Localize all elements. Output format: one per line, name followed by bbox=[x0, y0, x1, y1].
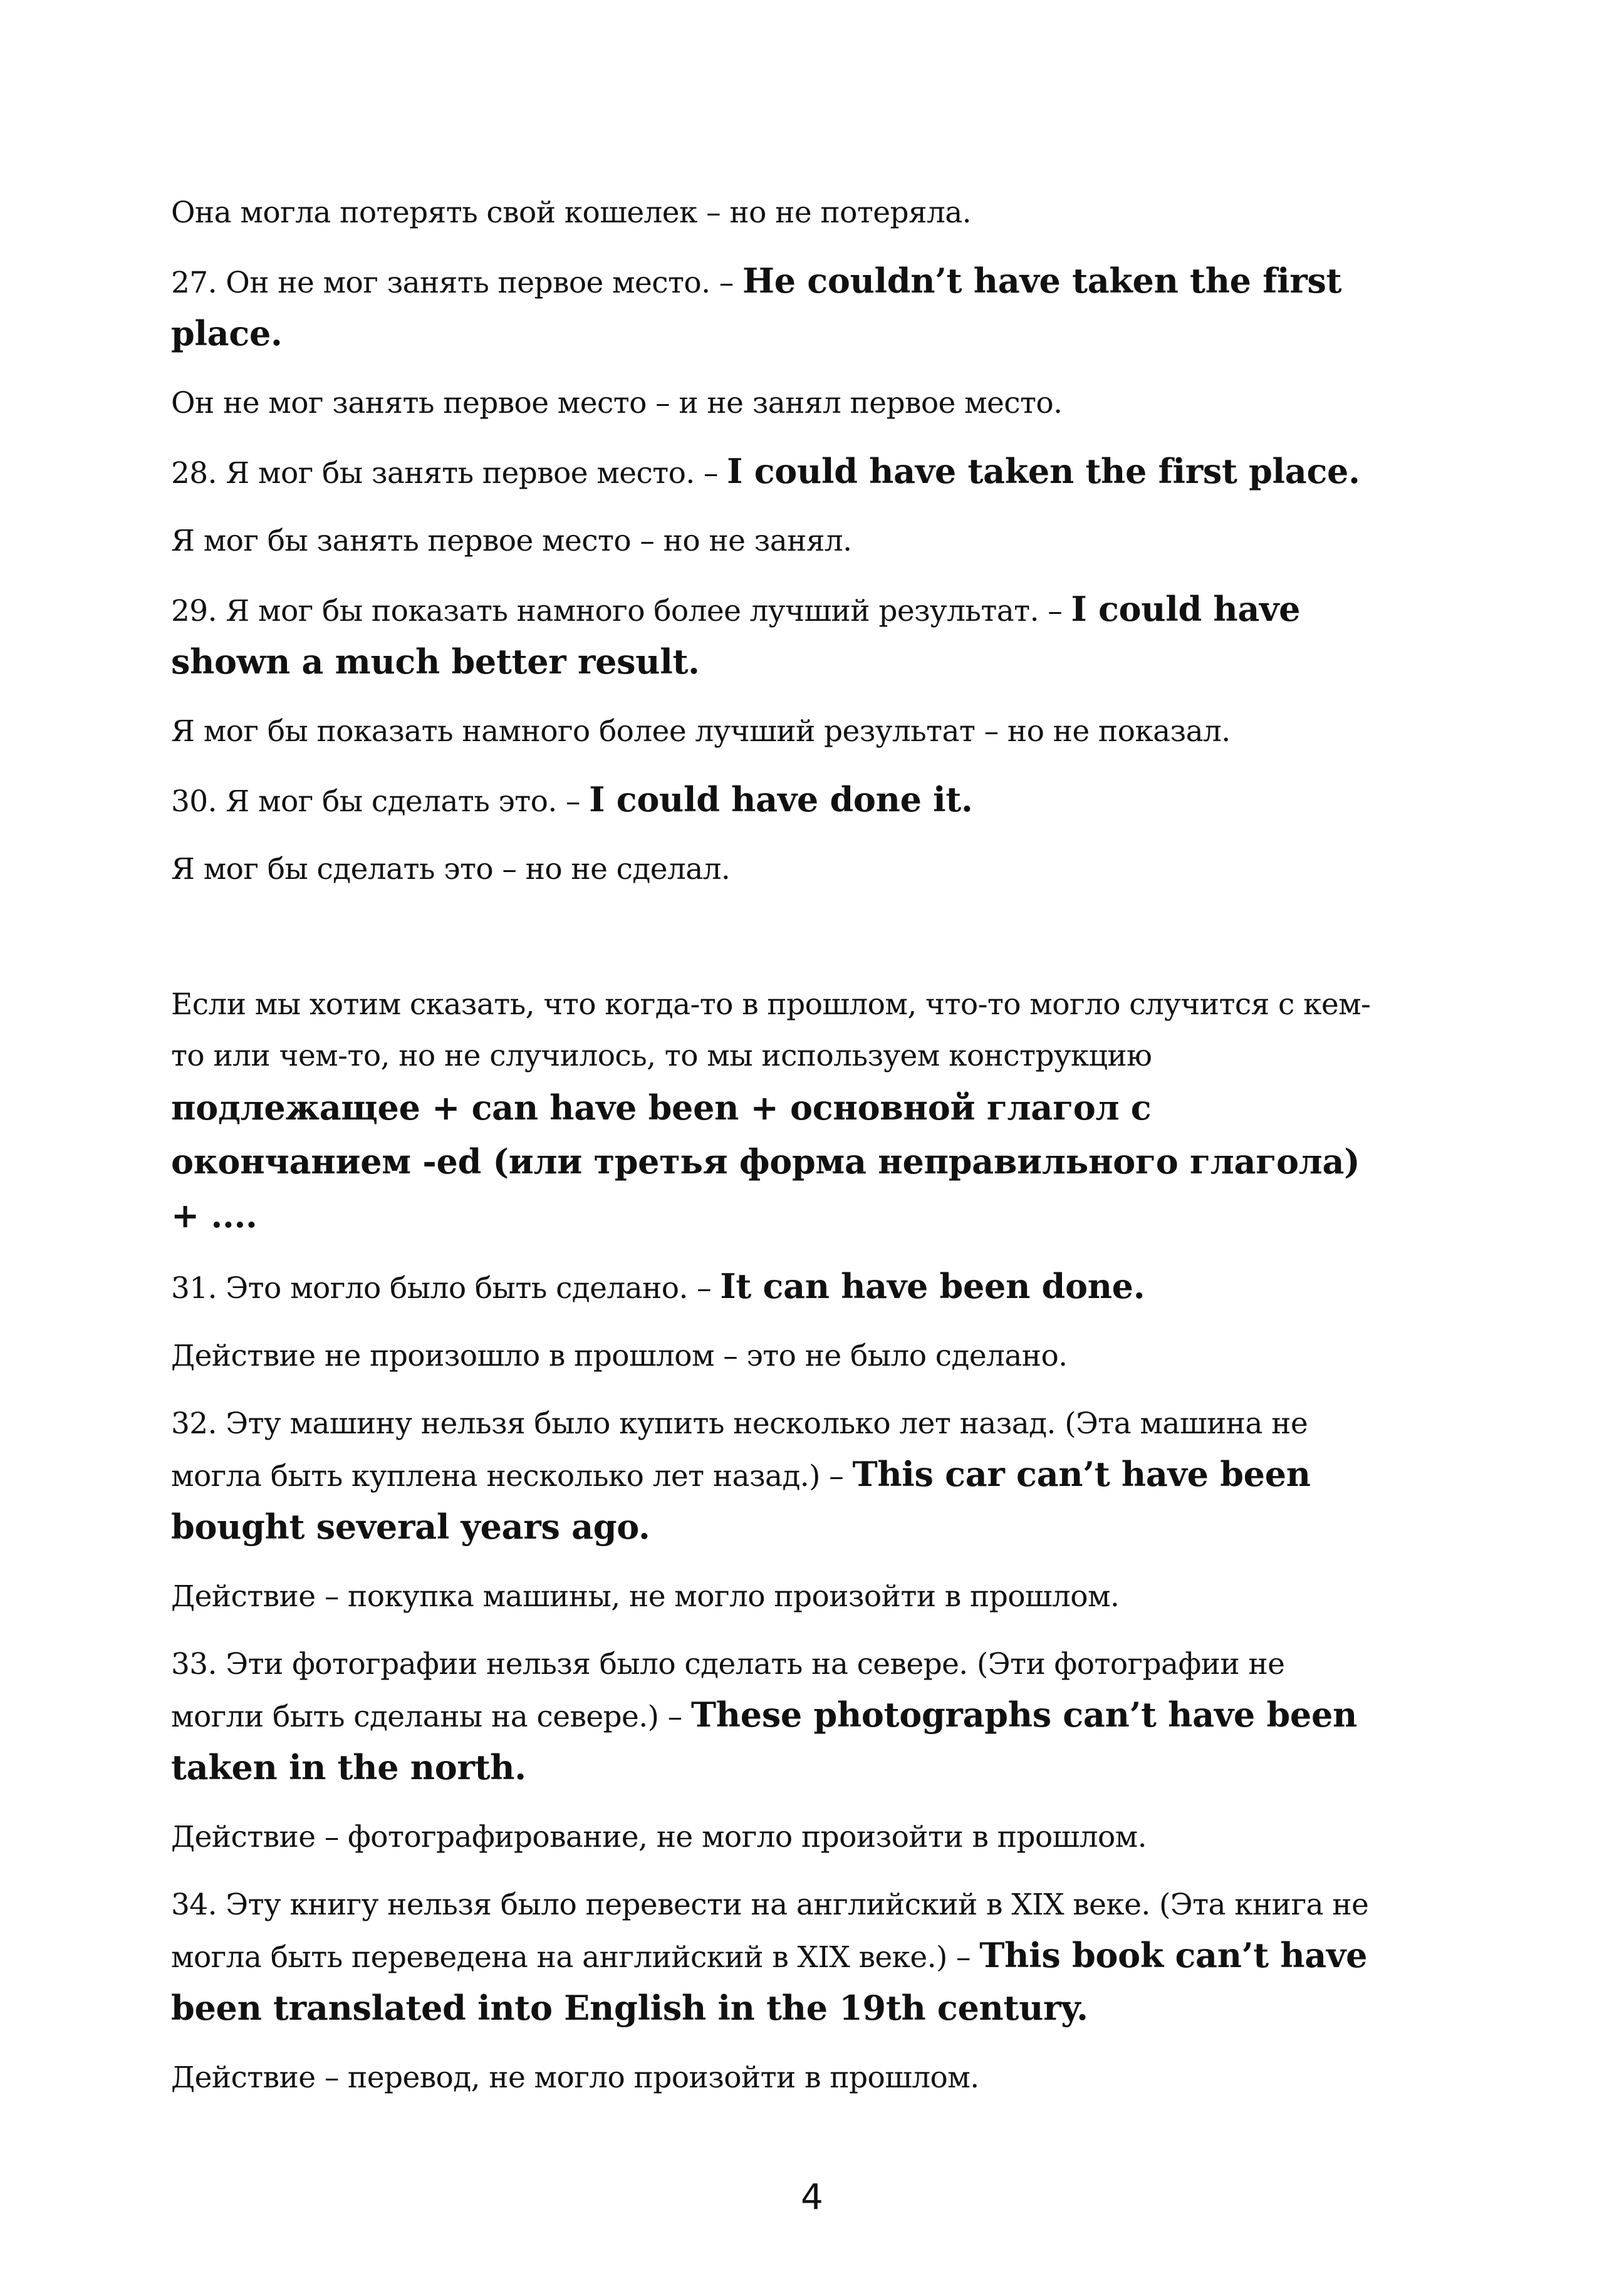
russian-sentence: 27. Он не мог занять первое место. – bbox=[171, 266, 742, 300]
page-body bbox=[171, 188, 1380, 2103]
example-29-note bbox=[171, 707, 1380, 757]
english-translation: He couldn’t have taken the first place. bbox=[171, 261, 1342, 353]
example-32 bbox=[171, 1399, 1380, 1554]
rule-block bbox=[171, 979, 1380, 1244]
note-text: Действие не произошло в прошлом – это не было сделано. bbox=[171, 1339, 1068, 1373]
note-text: Действие – фотографирование, не могло произойти в прошлом. bbox=[171, 1820, 1147, 1854]
example-34 bbox=[171, 1880, 1380, 2035]
rule-formula: подлежащее + can have been + основной глагол с окончанием -ed (или третья форма неправильного глагола) + .... bbox=[171, 1088, 1360, 1235]
russian-sentence: 30. Я мог бы сделать это. – bbox=[171, 784, 590, 819]
example-33-note bbox=[171, 1812, 1380, 1862]
example-33 bbox=[171, 1639, 1380, 1795]
russian-sentence: 32. Эту машину нельзя было купить несколько лет назад. (Эта машина не могла быть куплена несколько лет назад.) – bbox=[171, 1406, 1308, 1493]
example-32-note bbox=[171, 1572, 1380, 1622]
example-28 bbox=[171, 446, 1380, 499]
english-translation: I could have shown a much better result. bbox=[171, 589, 1301, 682]
example-34-note bbox=[171, 2053, 1380, 2103]
english-translation: This book can’t have been translated into English in the 19th century. bbox=[171, 1935, 1368, 2028]
russian-sentence: 33. Эти фотографии нельзя было сделать на севере. (Эти фотографии не могли быть сделаны на севере.) – bbox=[171, 1647, 1285, 1734]
example-31 bbox=[171, 1261, 1380, 1314]
english-translation: I could have taken the first place. bbox=[727, 451, 1360, 491]
example-31-note bbox=[171, 1331, 1380, 1381]
english-translation: It can have been done. bbox=[720, 1266, 1145, 1306]
note-text: Я мог бы занять первое место – но не занял. bbox=[171, 524, 852, 558]
example-30-note bbox=[171, 844, 1380, 895]
note-text: Действие – покупка машины, не могло произойти в прошлом. bbox=[171, 1579, 1120, 1614]
note-text: Я мог бы показать намного более лучший результат – но не показал. bbox=[171, 714, 1231, 749]
english-translation: I could have done it. bbox=[589, 779, 973, 819]
english-translation: These photographs can’t have been taken in the north. bbox=[171, 1695, 1357, 1787]
russian-sentence: 28. Я мог бы занять первое место. – bbox=[171, 456, 727, 491]
english-translation: This car can’t have been bought several years ago. bbox=[171, 1454, 1311, 1547]
note-text: Действие – перевод, не могло произойти в прошлом. bbox=[171, 2060, 979, 2095]
rule-paragraph bbox=[171, 979, 1380, 1244]
paragraph-text: Она могла потерять свой кошелек – но не потеряла. bbox=[171, 195, 972, 230]
example-27 bbox=[171, 256, 1380, 361]
note-text: Он не мог занять первое место – и не занял первое место. bbox=[171, 386, 1063, 420]
example-30 bbox=[171, 774, 1380, 827]
russian-sentence: 34. Эту книгу нельзя было перевести на английский в XIX веке. (Эта книга не могла быть переведена на английский в XIX веке.) – bbox=[171, 1888, 1369, 1975]
example-29 bbox=[171, 584, 1380, 689]
note-text: Я мог бы сделать это – но не сделал. bbox=[171, 852, 731, 886]
example-28-note bbox=[171, 516, 1380, 566]
rule-text: Если мы хотим сказать, что когда-то в прошлом, что-то могло случится с кем-то или чем-то, но не случилось, то мы используем конструкцию bbox=[171, 987, 1371, 1073]
russian-sentence: 31. Это могло было быть сделано. – bbox=[171, 1271, 721, 1306]
paragraph bbox=[171, 188, 1380, 238]
example-27-note bbox=[171, 378, 1380, 429]
russian-sentence: 29. Я мог бы показать намного более лучший результат. – bbox=[171, 594, 1071, 628]
page-number: 4 bbox=[801, 2177, 823, 2218]
